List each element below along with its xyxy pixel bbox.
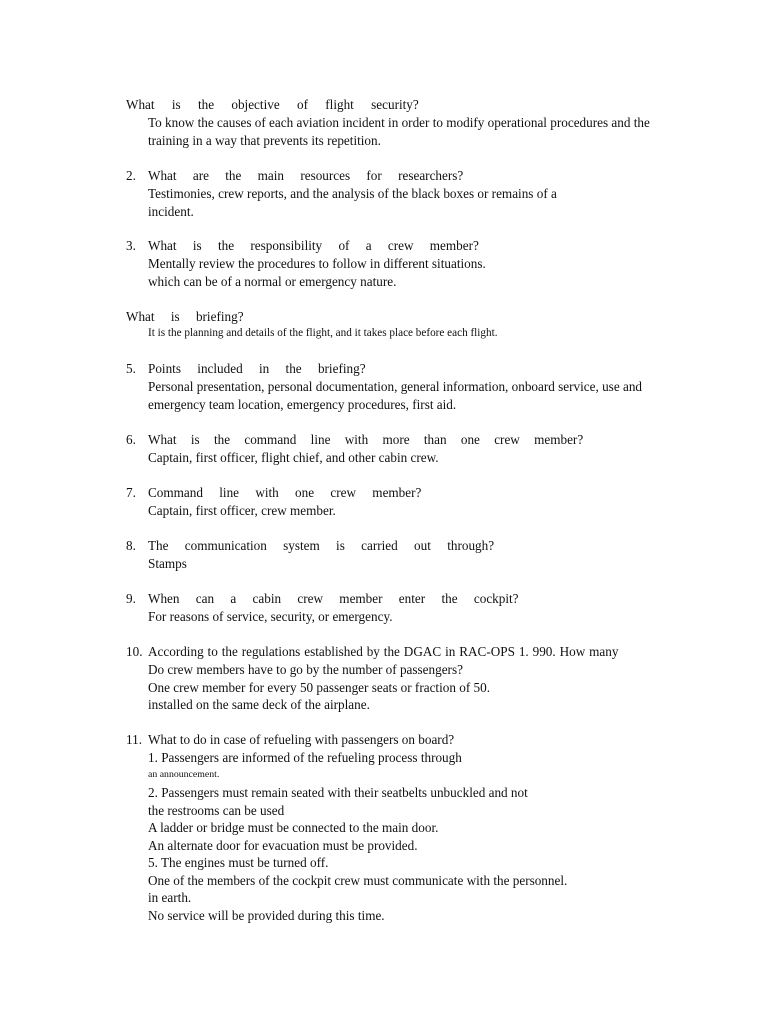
question-2 [126, 167, 463, 184]
question-11-number: 11. [126, 732, 142, 747]
answer-2-line-1: Testimonies, crew reports, and the analysis of the black boxes or remains of a [148, 186, 557, 201]
answer-10-line-3: installed on the same deck of the airplane. [148, 697, 370, 712]
question-3-text: What is the responsibility of a crew member? [148, 238, 479, 253]
question-10 [126, 643, 618, 660]
answer-9-line-1: For reasons of service, security, or emergency. [148, 609, 393, 624]
question-3-number: 3. [126, 238, 136, 253]
question-11 [126, 731, 454, 748]
question-9-text: When can a cabin crew member enter the cockpit? [148, 591, 519, 606]
question-4: What is briefing? [126, 309, 244, 324]
answer-11-line-3: 2. Passengers must remain seated with their seatbelts unbuckled and not [148, 785, 528, 800]
question-8 [126, 537, 494, 554]
answer-11-line-5: A ladder or bridge must be connected to the main door. [148, 820, 439, 835]
question-6-number: 6. [126, 432, 136, 447]
question-5-text: Points included in the briefing? [148, 361, 366, 376]
question-8-number: 8. [126, 538, 136, 553]
question-7 [126, 484, 421, 501]
answer-6-line-1: Captain, first officer, flight chief, and other cabin crew. [148, 450, 439, 465]
question-2-number: 2. [126, 168, 136, 183]
answer-5-line-2: emergency team location, emergency procedures, first aid. [148, 397, 457, 412]
answer-11-line-7: 5. The engines must be turned off. [148, 855, 329, 870]
question-10-text: According to the regulations established by the DGAC in RAC-OPS 1. 990. How many [148, 644, 619, 659]
question-2-text: What are the main resources for researchers? [148, 168, 464, 183]
answer-11-line-10: No service will be provided during this time. [148, 908, 385, 923]
answer-11-line-6: An alternate door for evacuation must be provided. [148, 838, 418, 853]
question-8-text: The communication system is carried out through? [148, 538, 495, 553]
question-5-number: 5. [126, 361, 136, 376]
question-10-number: 10. [126, 644, 143, 659]
question-11-text: What to do in case of refueling with passengers on board? [148, 732, 455, 747]
answer-5-line-1: Personal presentation, personal documentation, general information, onboard service, use and [148, 379, 643, 394]
question-6 [126, 431, 583, 448]
answer-7-line-1: Captain, first officer, crew member. [148, 503, 336, 518]
answer-11-line-1: 1. Passengers are informed of the refueling process through [148, 750, 462, 765]
question-7-number: 7. [126, 485, 136, 500]
answer-1-line-2: training in a way that prevents its repetition. [148, 133, 381, 148]
answer-1-line-1: To know the causes of each aviation incident in order to modify operational procedures and the [148, 115, 650, 130]
question-9 [126, 590, 519, 607]
answer-8-line-1: Stamps [148, 556, 187, 571]
answer-2-line-2: incident. [148, 204, 194, 219]
answer-11-line-9: in earth. [148, 890, 192, 905]
question-5 [126, 360, 366, 377]
answer-11-line-2: an announcement. [148, 769, 220, 780]
answer-3-line-2: which can be of a normal or emergency nature. [148, 274, 397, 289]
question-1: What is the objective of flight security? [126, 97, 419, 112]
answer-10-line-2: One crew member for every 50 passenger seats or fraction of 50. [148, 680, 491, 695]
answer-10-line-1: Do crew members have to go by the number of passengers? [148, 662, 463, 677]
question-3 [126, 237, 479, 254]
question-7-text: Command line with one crew member? [148, 485, 422, 500]
question-6-text: What is the command line with more than one crew member? [148, 432, 584, 447]
answer-11-line-4: the restrooms can be used [148, 803, 285, 818]
answer-11-line-8: One of the members of the cockpit crew must communicate with the personnel. [148, 873, 568, 888]
answer-4-line-1: It is the planning and details of the flight, and it takes place before each flight. [148, 327, 498, 339]
answer-3-line-1: Mentally review the procedures to follow in different situations. [148, 256, 486, 271]
question-9-number: 9. [126, 591, 136, 606]
